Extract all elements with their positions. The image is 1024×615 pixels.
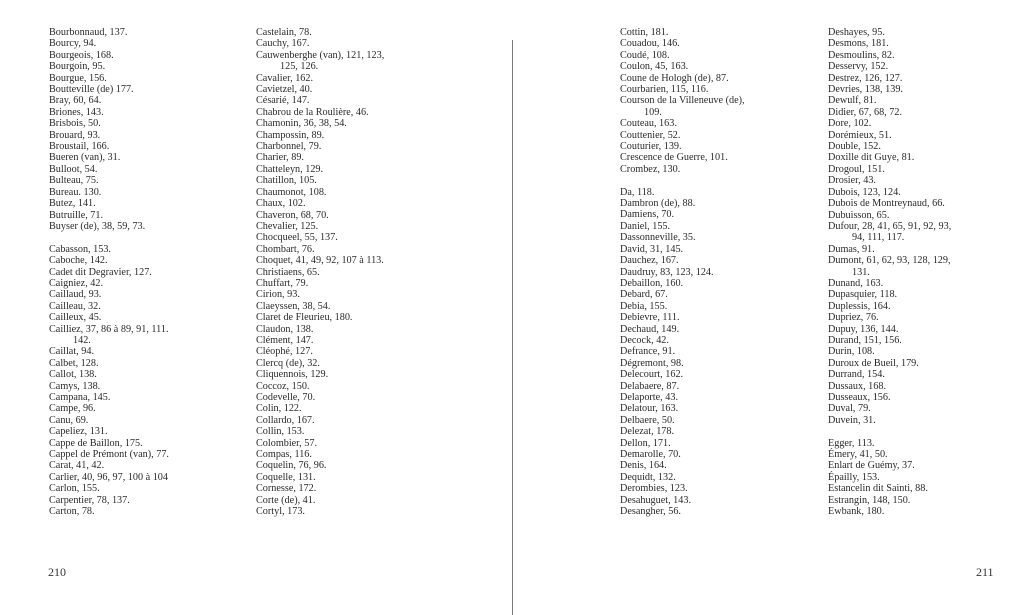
- index-entry: Dorémieux, 51.: [828, 129, 892, 141]
- index-entry: Dumont, 61, 62, 93, 128, 129,: [828, 255, 951, 267]
- index-entry: Coquelin, 76, 96.: [256, 460, 327, 472]
- index-entry: Claudon, 138.: [256, 323, 314, 335]
- index-entry: Bourgeois, 168.: [49, 49, 114, 61]
- index-entry: Claeyssen, 38, 54.: [256, 300, 331, 312]
- index-entry: Bourbonnaud, 137.: [49, 27, 128, 38]
- index-entry: Caillaud, 93.: [49, 289, 102, 301]
- index-entry: Delaporte, 43.: [620, 391, 678, 403]
- index-entry: Cauwenberghe (van), 121, 123,: [256, 49, 385, 61]
- index-entry: Damiens, 70.: [620, 209, 675, 221]
- index-entry: Cliquennois, 129.: [256, 369, 329, 381]
- index-entry: Césarié, 147.: [256, 95, 310, 107]
- index-column-2: [256, 27, 384, 517]
- index-entry: Carpentier, 78, 137.: [49, 494, 130, 506]
- index-entry: Charier, 89.: [256, 152, 304, 164]
- index-entry: Chamonin, 36, 38, 54.: [256, 118, 347, 130]
- index-entry: Bourgoin, 95.: [49, 61, 106, 73]
- index-entry: Chaveron, 68, 70.: [256, 209, 329, 221]
- index-entry: Carat, 41, 42.: [49, 460, 105, 472]
- index-entry: Destrez, 126, 127.: [828, 72, 903, 84]
- index-entry: Cirion, 93.: [256, 289, 300, 301]
- index-entry: Boutteville (de) 177.: [49, 84, 134, 96]
- index-entry: Desmoulins, 82.: [828, 49, 895, 61]
- index-entry: Coune de Hologh (de), 87.: [620, 72, 729, 84]
- index-entry: Chaux, 102.: [256, 198, 306, 210]
- index-entry: Dunand, 163.: [828, 277, 884, 289]
- index-entry: Couttenier, 52.: [620, 129, 681, 141]
- index-entry: Dupriez, 76.: [828, 312, 879, 324]
- index-section-gap: [828, 426, 951, 437]
- index-entry: Dupasquier, 118.: [828, 289, 898, 301]
- index-entry: Campana, 145.: [49, 391, 111, 403]
- index-entry: Cappel de Prémont (van), 77.: [49, 449, 169, 461]
- index-entry: Broustail, 166.: [49, 141, 110, 153]
- index-entry: Chuffart, 79.: [256, 277, 309, 289]
- index-entry: Demarolle, 70.: [620, 449, 681, 461]
- index-entry: Carton, 78.: [49, 506, 95, 518]
- index-entry: Caboche, 142.: [49, 255, 108, 267]
- index-entry: Canu, 69.: [49, 414, 89, 426]
- index-entry: Coulon, 45, 163.: [620, 61, 689, 73]
- book-gutter: [512, 40, 513, 615]
- index-entry: Cortyl, 173.: [256, 506, 305, 518]
- index-entry: Claret de Fleurieu, 180.: [256, 312, 353, 324]
- index-entry: Coccoz, 150.: [256, 380, 310, 392]
- index-entry: Durin, 108.: [828, 346, 875, 358]
- index-column-3: [620, 27, 745, 517]
- index-entry: Couadou, 146.: [620, 38, 680, 50]
- index-entry: Drogoul, 151.: [828, 163, 885, 175]
- index-entry: Charbonnel, 79.: [256, 141, 322, 153]
- index-entry: Denis, 164.: [620, 460, 667, 472]
- index-entry: Chocqueel, 55, 137.: [256, 232, 338, 244]
- index-entry: Colin, 122.: [256, 403, 302, 415]
- index-entry-continuation: 131.: [852, 266, 870, 278]
- index-entry: Dubois de Montreynaud, 66.: [828, 198, 945, 210]
- index-entry: Chatillon, 105.: [256, 175, 317, 187]
- index-entry: Bray, 60, 64.: [49, 95, 102, 107]
- index-entry: Collin, 153.: [256, 426, 305, 438]
- index-entry: Desangher, 56.: [620, 506, 681, 518]
- index-entry: Daudruy, 83, 123, 124.: [620, 266, 714, 278]
- index-entry: Dewulf, 81.: [828, 95, 877, 107]
- index-entry: Bourcy, 94.: [49, 38, 97, 50]
- index-entry-continuation: 94, 111, 117.: [852, 232, 905, 244]
- index-entry: Desahuguet, 143.: [620, 494, 692, 506]
- index-entry: Bueren (van), 31.: [49, 152, 121, 164]
- index-entry: Dambron (de), 88.: [620, 198, 696, 210]
- index-entry: Collardo, 167.: [256, 414, 315, 426]
- index-entry: Butez, 141.: [49, 198, 96, 210]
- index-entry: Coudé, 108.: [620, 49, 670, 61]
- index-entry: Cailliez, 37, 86 à 89, 91, 111.: [49, 323, 169, 335]
- index-entry: Dassonneville, 35.: [620, 232, 696, 244]
- index-entry: Enlart de Guémy, 37.: [828, 460, 915, 472]
- index-entry: Dauchez, 167.: [620, 255, 679, 267]
- index-entry: Bourgue, 156.: [49, 72, 107, 84]
- index-entry: Daniel, 155.: [620, 220, 671, 232]
- index-entry: Buyser (de), 38, 59, 73.: [49, 220, 146, 232]
- index-entry: Estancelin dit Sainti, 88.: [828, 483, 928, 495]
- index-entry: Decock, 42.: [620, 334, 669, 346]
- index-entry: Durrand, 154.: [828, 369, 885, 381]
- index-entry: Dumas, 91.: [828, 243, 875, 255]
- index-entry: Émery, 41, 50.: [828, 449, 888, 461]
- index-entry: Camys, 138.: [49, 380, 101, 392]
- index-column-4: [828, 27, 951, 517]
- index-entry: Cauchy, 167.: [256, 38, 310, 50]
- index-entry: Cappe de Baillon, 175.: [49, 437, 143, 449]
- index-entry: Couteau, 163.: [620, 118, 677, 130]
- index-entry: Bulteau, 75.: [49, 175, 99, 187]
- index-entry: Chombart, 76.: [256, 243, 315, 255]
- index-entry: Double, 152.: [828, 141, 881, 153]
- index-entry: Dore, 102.: [828, 118, 872, 130]
- index-entry: Courson de la Villeneuve (de),: [620, 95, 745, 107]
- index-entry: Brouard, 93.: [49, 129, 101, 141]
- index-entry: Chevalier, 125.: [256, 220, 319, 232]
- page-number-left: 210: [48, 565, 66, 579]
- index-entry: Choquet, 41, 49, 92, 107 à 113.: [256, 255, 384, 267]
- index-entry: Butruille, 71.: [49, 209, 104, 221]
- left-page: [0, 0, 510, 615]
- index-entry: Delecourt, 162.: [620, 369, 684, 381]
- index-entry: Clément, 147.: [256, 334, 314, 346]
- index-entry: Debia, 155.: [620, 300, 668, 312]
- index-entry: Dechaud, 149.: [620, 323, 680, 335]
- index-entry: Dussaux, 168.: [828, 380, 887, 392]
- index-entry: Dufour, 28, 41, 65, 91, 92, 93,: [828, 220, 952, 232]
- index-entry: Briones, 143.: [49, 106, 104, 118]
- index-entry: Delbaere, 50.: [620, 414, 675, 426]
- index-entry: Dupuy, 136, 144.: [828, 323, 899, 335]
- index-entry: Codevelle, 70.: [256, 392, 316, 403]
- page-number-right: 211: [976, 565, 994, 579]
- index-entry: Didier, 67, 68, 72.: [828, 106, 903, 118]
- index-entry: Egger, 113.: [828, 437, 875, 449]
- index-entry: Cléophé, 127.: [256, 346, 313, 358]
- index-entry: Champossin, 89.: [256, 129, 325, 141]
- index-entry: Durand, 151, 156.: [828, 334, 902, 346]
- index-entry: Duvein, 31.: [828, 414, 876, 426]
- index-column-1: [49, 27, 169, 517]
- index-entry: Caillat, 94.: [49, 346, 94, 358]
- index-entry: Doxille dit Guye, 81.: [828, 152, 915, 164]
- index-entry: Drosier, 43.: [828, 175, 876, 187]
- index-entry: Courbarien, 115, 116.: [620, 84, 709, 96]
- index-entry: Carlier, 40, 96, 97, 100 à 104: [49, 471, 168, 483]
- index-entry: Couturier, 139.: [620, 141, 682, 153]
- index-entry: Da, 118.: [620, 186, 655, 198]
- index-entry-continuation: 125, 126.: [280, 61, 319, 73]
- index-entry: Deshayes, 95.: [828, 27, 885, 38]
- index-entry: Cabasson, 153.: [49, 243, 111, 255]
- index-entry: Callot, 138.: [49, 369, 97, 381]
- index-entry: Compas, 116.: [256, 449, 312, 461]
- index-entry: Bureau. 130.: [49, 186, 102, 198]
- index-entry: Cadet dit Degravier, 127.: [49, 266, 152, 278]
- index-entry: Caigniez, 42.: [49, 277, 104, 289]
- index-entry: Dusseaux, 156.: [828, 392, 891, 403]
- index-entry: Cailleux, 45.: [49, 312, 102, 324]
- index-entry: Colombier, 57.: [256, 437, 317, 449]
- index-entry: Delezat, 178.: [620, 426, 675, 438]
- index-entry: Cavalier, 162.: [256, 72, 314, 84]
- index-entry: Cavietzel, 40.: [256, 84, 313, 96]
- index-entry: Dequidt, 132.: [620, 471, 676, 483]
- index-entry: Desservy, 152.: [828, 61, 889, 73]
- index-entry: Duval, 79.: [828, 403, 871, 415]
- index-entry: David, 31, 145.: [620, 243, 684, 255]
- index-entry: Brisbois, 50.: [49, 118, 101, 130]
- index-entry: Épailly, 153.: [828, 471, 880, 483]
- index-entry-continuation: 109.: [644, 106, 662, 118]
- index-entry: Estrangin, 148, 150.: [828, 494, 911, 506]
- index-entry: Bulloot, 54.: [49, 163, 98, 175]
- index-entry: Cornesse, 172.: [256, 483, 317, 495]
- index-entry: Duplessis, 164.: [828, 300, 891, 312]
- index-entry: Crescence de Guerre, 101.: [620, 152, 728, 164]
- index-entry: Coquelle, 131.: [256, 471, 316, 483]
- index-entry: Chatteleyn, 129.: [256, 163, 324, 175]
- index-entry: Calbet, 128.: [49, 357, 99, 369]
- index-entry: Clercq (de), 32.: [256, 357, 320, 369]
- index-entry: Delatour, 163.: [620, 403, 679, 415]
- index-entry: Dellon, 171.: [620, 437, 671, 449]
- index-entry: Castelain, 78.: [256, 27, 312, 38]
- index-entry: Delabaere, 87.: [620, 380, 680, 392]
- index-entry: Corte (de), 41.: [256, 494, 316, 506]
- index-entry: Debaillon, 160.: [620, 277, 684, 289]
- index-entry: Ewbank, 180.: [828, 506, 885, 518]
- index-entry: Campe, 96.: [49, 403, 96, 415]
- index-entry: Desmons, 181.: [828, 38, 889, 50]
- index-entry-continuation: 142.: [73, 334, 91, 346]
- index-entry: Debard, 67.: [620, 289, 668, 301]
- index-entry: Cailleau, 32.: [49, 300, 101, 312]
- right-page: [516, 0, 1024, 615]
- index-entry: Devries, 138, 139.: [828, 84, 903, 96]
- index-entry: Christiaens, 65.: [256, 266, 320, 278]
- index-entry: Chabrou de la Roulière, 46.: [256, 106, 369, 118]
- index-entry: Dégremont, 98.: [620, 357, 684, 369]
- index-entry: Carlon, 155.: [49, 483, 100, 495]
- index-entry: Chaumonot, 108.: [256, 186, 327, 198]
- index-entry: Derombies, 123.: [620, 483, 688, 495]
- index-entry: Dubois, 123, 124.: [828, 186, 901, 198]
- index-section-gap: [620, 175, 745, 186]
- index-section-gap: [49, 232, 169, 243]
- index-entry: Dubuisson, 65.: [828, 209, 890, 221]
- index-entry: Capeliez, 131.: [49, 426, 108, 438]
- index-entry: Crombez, 130.: [620, 163, 681, 175]
- index-entry: Defrance, 91.: [620, 346, 676, 358]
- index-entry: Cottin, 181.: [620, 27, 669, 38]
- index-entry: Debievre, 111.: [620, 312, 680, 324]
- index-entry: Duroux de Bueil, 179.: [828, 357, 919, 369]
